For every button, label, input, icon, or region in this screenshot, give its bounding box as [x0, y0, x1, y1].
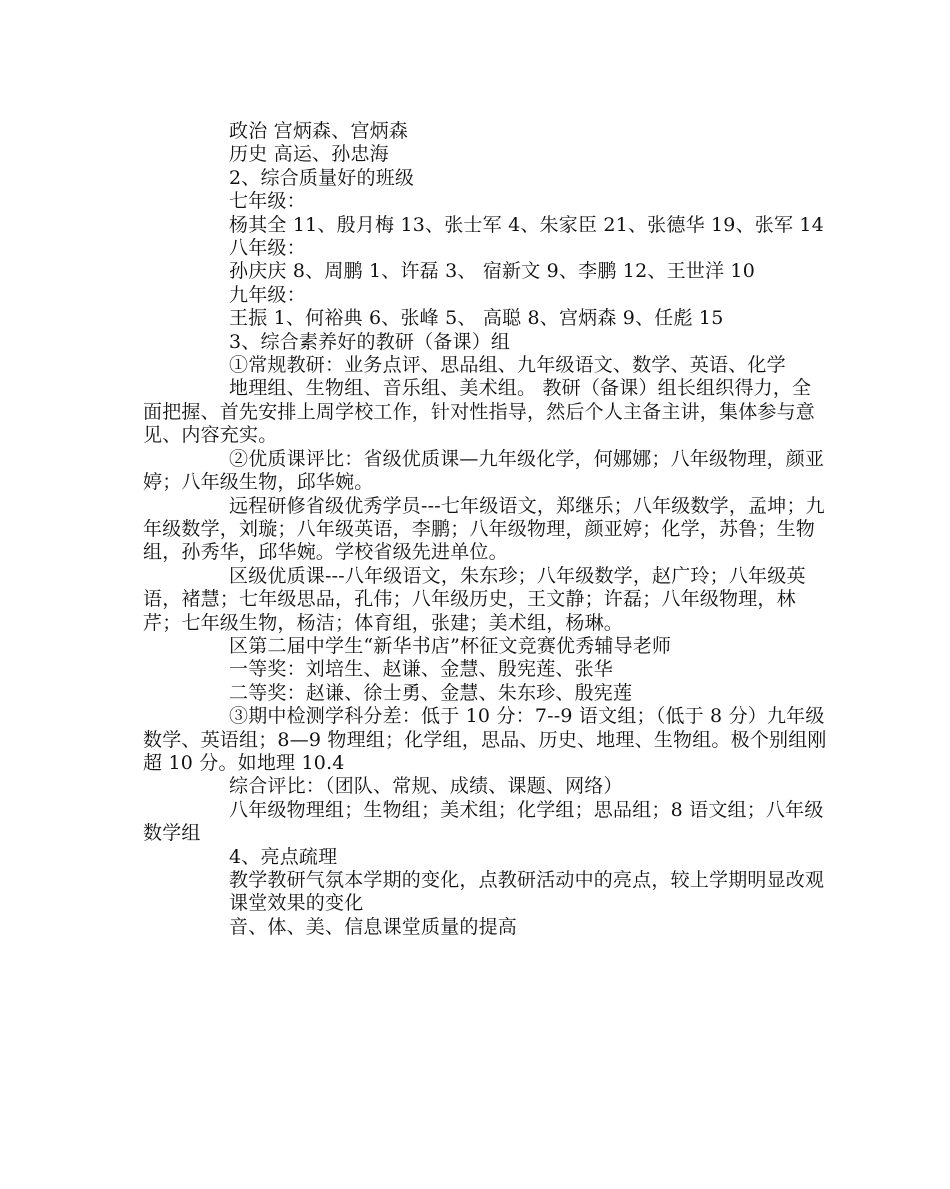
paragraph: 八年级物理组；生物组；美术组；化学组；思品组；8 语文组；八年级数学组 [143, 798, 824, 845]
grade-label: 九年级： [229, 283, 306, 306]
document-body [143, 120, 828, 939]
paragraph: 历史 高运、孙忠海 [229, 143, 389, 166]
paragraph: 政治 宫炳森、宫炳森 [229, 120, 409, 142]
paragraph: 课堂效果的变化 [229, 892, 364, 915]
paragraph: 教学教研气氛本学期的变化，点教研活动中的亮点，较上学期明显改观 [229, 869, 825, 891]
grade-label: 八年级： [229, 237, 306, 260]
grade-label: 七年级： [229, 190, 306, 213]
section-heading: 3、综合素养好的教研（备课）组 [229, 330, 511, 353]
paragraph: 综合评比：（团队、常规、成绩、课题、网络） [229, 775, 623, 798]
paragraph: 区第二届中学生“新华书店”杯征文竞赛优秀辅导老师 [229, 634, 672, 657]
paragraph: ②优质课评比：省级优质课—九年级化学，何娜娜；八年级物理，颜亚婷；八年级生物，邱华婉。 [143, 447, 825, 494]
paragraph: 远程研修省级优秀学员---七年级语文，郑继乐；八年级数学，孟坤；九年级数学，刘璇；八年级英语，李鹏；八年级物理，颜亚婷；化学，苏鲁；生物组，孙秀华，邱华婉。学校省级先进单位。 [143, 494, 825, 564]
paragraph: 孙庆庆 8、周鹏 1、许磊 3、 宿新文 9、李鹏 12、王世洋 10 [229, 260, 755, 283]
paragraph: 一等奖：刘培生、赵谦、金慧、殷宪莲、张华 [229, 658, 614, 681]
section-heading: 2、综合质量好的班级 [229, 166, 415, 189]
paragraph: ①常规教研：业务点评、思品组、九年级语文、数学、英语、化学 [229, 354, 786, 377]
paragraph: 音、体、美、信息课堂质量的提高 [229, 915, 518, 938]
paragraph: 王振 1、何裕典 6、张峰 5、 高聪 8、宫炳森 9、任彪 15 [229, 307, 724, 330]
paragraph: 杨其全 11、殷月梅 13、张士军 4、朱家臣 21、张德华 19、张军 14 [229, 213, 825, 236]
paragraph: ③期中检测学科分差：低于 10 分：7--9 语文组；（低于 8 分）九年级数学、英语组；8—9 物理组；化学组，思品、历史、地理、生物组。极个别组刚超 10 分。如地理 10.4 [143, 705, 827, 774]
paragraph: 区级优质课---八年级语文，朱东珍；八年级数学，赵广玲；八年级英语，褚慧；七年级思品，孔伟；八年级历史，王文静；许磊；八年级物理，林芹；七年级生物，杨洁；体育组，张建；美术组，杨琳。 [143, 564, 806, 634]
section-heading: 4、亮点疏理 [229, 845, 338, 868]
paragraph: 地理组、生物组、音乐组、美术组。 教研（备课）组长组织得力，全面把握、首先安排上周学校工作，针对性指导，然后个人主备主讲，集体参与意见、内容充实。 [143, 377, 816, 447]
paragraph: 二等奖：赵谦、徐士勇、金慧、朱东珍、殷宪莲 [229, 681, 633, 704]
